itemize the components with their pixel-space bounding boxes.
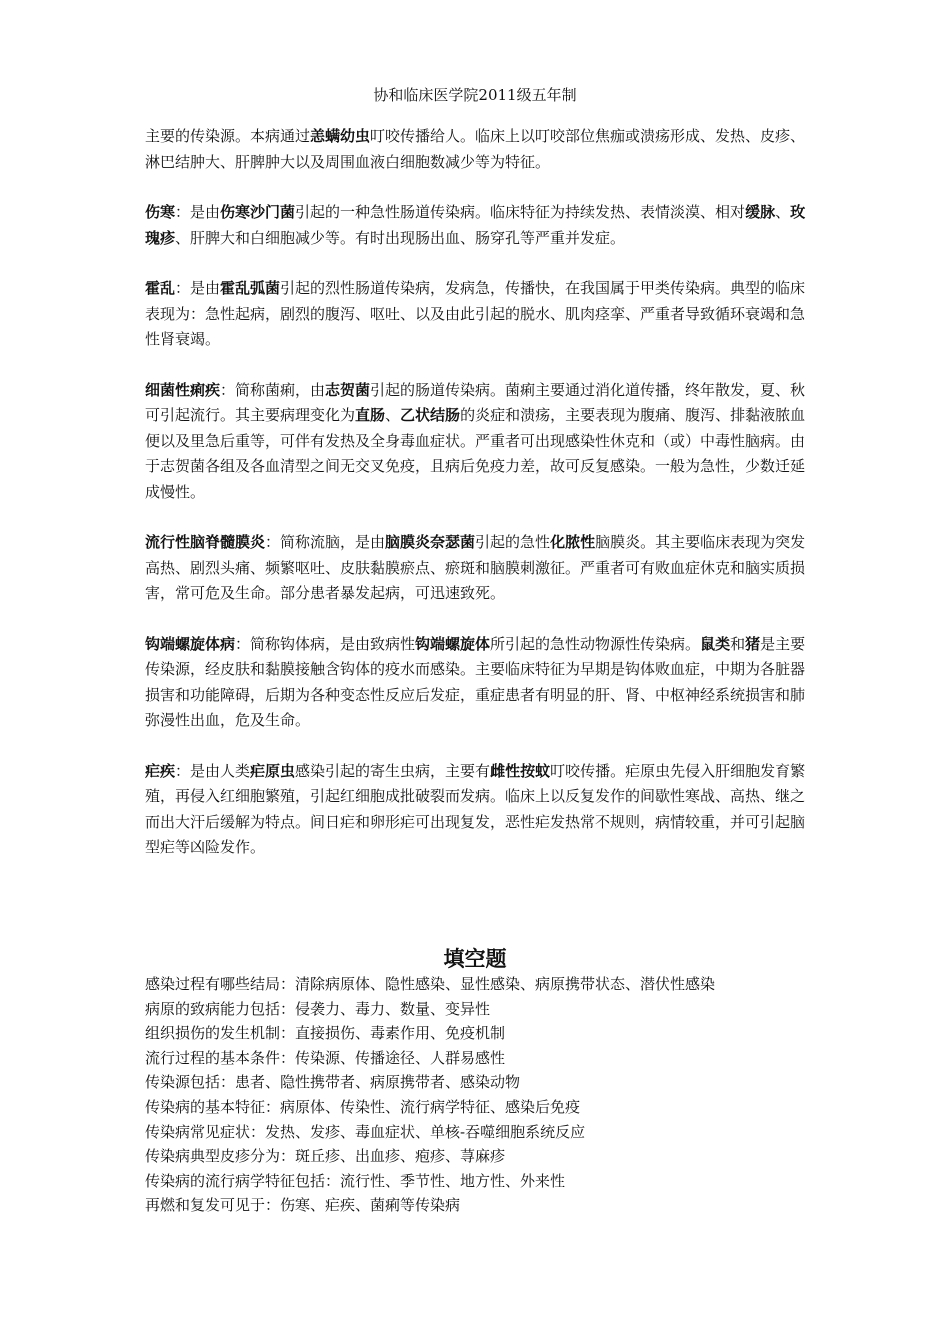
paragraph [145,632,815,734]
bold-term: 志贺菌 [325,380,371,399]
fill-item: 流行过程的基本条件：传染源、传播途径、人群易感性 [145,1048,506,1067]
paragraph [145,530,815,607]
text-run: ：是由 [175,279,221,297]
text-run: ：简称菌痢，由 [220,380,326,399]
text-run: 是主要传染源，经皮肤和黏膜接触含钩体的疫水而感染。主要临床特征为早期是钩体败血症，中期为各脏器损害和功能障碍，后期为各种变态性反应后发症，重症患者有明显的肝、肾、中枢神经系统损害和肺弥漫性出血，危及生命。 [145,634,806,729]
section-title: 填空题 [443,947,507,971]
bold-term: 雌性按蚊 [490,761,551,780]
bold-term: 玫瑰疹 [145,203,806,247]
text-run: ：简称流脑，是由 [265,533,386,551]
bold-term: 鼠类 [700,634,731,653]
text-run: ：是由人类 [175,761,251,780]
fill-item: 传染源包括：患者、隐性携带者、病原携带者、感染动物 [145,1073,521,1092]
text-run: 、 [385,406,401,424]
text-run: 叮咬传播给人。临床上以叮咬部位焦痂或溃疡形成、发热、皮疹、淋巴结肿大、肝脾肿大以及周围血液白细胞数减少等为特征。 [145,127,806,171]
bold-term: 乙状结肠 [400,406,461,424]
fill-item: 再燃和复发可见于：伤寒、疟疾、菌痢等传染病 [145,1196,461,1215]
text-run: ：简称钩体病，是由致病性 [235,634,416,653]
fill-in-list [145,972,845,1218]
bold-term: 疟疾 [145,761,176,780]
bold-term: 钩端螺旋体病 [145,634,236,653]
paragraph [145,759,815,861]
fill-item: 传染病典型皮疹分为：斑丘疹、出血疹、疱疹、荨麻疹 [145,1147,506,1166]
paragraph [145,378,815,506]
page-header: 协和临床医学院2011级五年制 [373,86,577,104]
fill-item: 传染病的流行病学特征包括：流行性、季节性、地方性、外来性 [145,1171,566,1190]
text-run: 和 [730,634,746,653]
body-text [145,124,815,861]
text-run: 所引起的急性动物源性传染病。 [490,634,701,653]
text-run: ：是由 [175,203,221,221]
bold-term: 化脓性 [550,533,596,551]
text-run: 、肝脾大和白细胞减少等。有时出现肠出血、肠穿孔等严重并发症。 [175,228,626,247]
bold-term: 恙螨幼虫 [310,127,371,145]
bold-term: 流行性脑脊髓膜炎 [145,533,266,551]
bold-term: 钩端螺旋体 [415,634,491,653]
text-run: 主要的传染源。本病通过 [145,127,311,145]
bold-term: 缓脉 [745,203,776,221]
bold-term: 霍乱弧菌 [220,279,281,297]
bold-term: 猪 [745,634,761,653]
paragraph [145,200,815,251]
bold-term: 霍乱 [145,279,176,297]
fill-item: 感染过程有哪些结局：清除病原体、隐性感染、显性感染、病原携带状态、潜伏性感染 [145,975,716,993]
fill-item: 传染病的基本特征：病原体、传染性、流行病学特征、感染后免疫 [145,1097,581,1116]
text-run: 引起的肠道传染病。菌痢主要通过消化道传播，终年散发，夏、秋可引起流行。其主要病理变化为 [145,380,806,424]
text-run: 、 [775,203,791,221]
fill-item: 组织损伤的发生机制：直接损伤、毒素作用、免疫机制 [145,1024,506,1043]
text-run: 引起的烈性肠道传染病，发病急，传播快，在我国属于甲类传染病。典型的临床表现为：急性起病，剧烈的腹泻、呕吐、以及由此引起的脱水、肌肉痉挛、严重者导致循环衰竭和急性肾衰竭。 [145,279,806,348]
bold-term: 细菌性痢疾 [145,380,221,399]
fill-item: 传染病常见症状：发热、发疹、毒血症状、单核-吞噬细胞系统反应 [145,1122,586,1141]
bold-term: 脑膜炎奈瑟菌 [385,533,476,551]
fill-item: 病原的致病能力包括：侵袭力、毒力、数量、变异性 [145,999,491,1018]
text-run: 叮咬传播。疟原虫先侵入肝细胞发育繁殖，再侵入红细胞繁殖，引起红细胞成批破裂而发病。临床上以反复发作的间歇性寒战、高热、继之而出大汗后缓解为特点。间日疟和卵形疟可出现复发，恶性疟发热常不规则，病情较重，并可引起脑型疟等凶险发作。 [145,761,806,856]
bold-term: 直肠 [355,406,386,424]
text-run: 感染引起的寄生虫病，主要有 [295,761,491,780]
bold-term: 伤寒沙门菌 [220,203,296,221]
bold-term: 疟原虫 [250,761,296,780]
bold-term: 伤寒 [145,203,176,221]
text-run: 脑膜炎。其主要临床表现为突发高热、剧烈头痛、频繁呕吐、皮肤黏膜瘀点、瘀斑和脑膜刺激征。严重者可有败血症休克和脑实质损害，常可危及生命。部分患者暴发起病，可迅速致死。 [145,533,806,602]
paragraph [145,276,815,353]
text-run: 引起的一种急性肠道传染病。临床特征为持续发热、表情淡漠、相对 [295,203,746,221]
paragraph [145,124,815,175]
text-run: 的炎症和溃疡，主要表现为腹痛、腹泻、排黏液脓血便以及里急后重等，可伴有发热及全身毒血症状。严重者可出现感染性休克和（或）中毒性脑病。由于志贺菌各组及各血清型之间无交叉免疫，且病后免疫力差，故可反复感染。一般为急性，少数迁延成慢性。 [145,406,806,501]
text-run: 引起的急性 [475,533,551,551]
